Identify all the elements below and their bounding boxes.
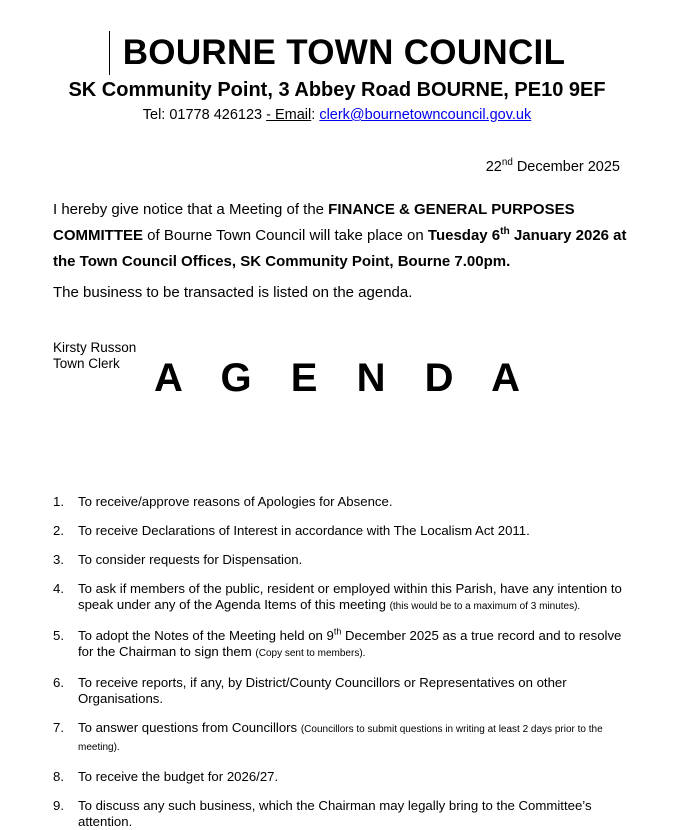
agenda-item-note: (Councillors to submit questions in writing at least 2 days prior to the meeting). <box>78 724 603 753</box>
vertical-rule-divider <box>109 31 110 75</box>
organisation-title-row <box>0 30 674 76</box>
agenda-item-text: To discuss any such business, which the Chairman may legally bring to the Committee’s attention. <box>78 798 592 829</box>
organisation-title: BOURNE TOWN COUNCIL <box>122 33 566 72</box>
agenda-item-note: (Copy sent to members). <box>255 648 366 659</box>
telephone-label: Tel: 01778 426123 <box>142 107 263 123</box>
agenda-item-number: 5. <box>53 628 64 643</box>
agenda-item-number: 2. <box>53 523 64 538</box>
agenda-item <box>53 675 634 707</box>
notice-part-1: I hereby give notice that a Meeting of the <box>53 201 329 218</box>
email-label-colon: : <box>311 107 316 123</box>
date-day: 22 <box>485 159 502 175</box>
agenda-item-text: To receive/approve reasons of Apologies for Absence. <box>78 494 393 509</box>
agenda-item-number: 6. <box>53 675 64 690</box>
agenda-item-number: 7. <box>53 720 64 735</box>
notice-paragraph <box>53 197 628 275</box>
agenda-item-number: 8. <box>53 769 64 784</box>
agenda-item-number: 4. <box>53 581 64 596</box>
document-header <box>0 0 674 125</box>
agenda-item-body: To ask if members of the public, resident or employed within this Parish, have any intention to speak under any of the Agenda Items of this meeting <box>78 581 622 612</box>
agenda-item <box>53 552 634 568</box>
organisation-address: SK Community Point, 3 Abbey Road BOURNE, PE10 9EF <box>68 79 606 101</box>
agenda-item-body-post: December 2025 as a true record and to resolve for the Chairman to sign them <box>78 628 622 659</box>
notice-meeting-date-pre: Tuesday 6 <box>427 227 501 244</box>
notice-meeting-date-post: January 2026 at the Town Council Offices, SK Community Point, Bourne 7.00pm. <box>53 227 627 270</box>
email-label: - Email <box>266 107 312 123</box>
notice-committee-name: FINANCE & GENERAL PURPOSES COMMITTEE <box>53 201 575 244</box>
email-link[interactable]: clerk@bournetowncouncil.gov.uk <box>319 107 532 123</box>
agenda-item-number: 9. <box>53 798 64 813</box>
organisation-contact-line <box>0 105 674 125</box>
clerk-name: Kirsty Russon <box>53 340 137 355</box>
agenda-item-text: To receive reports, if any, by District/County Councillors or Representatives on other Organisations. <box>78 675 567 706</box>
notice-closing-line: The business to be transacted is listed on the agenda. <box>53 284 413 301</box>
agenda-item-text: To receive Declarations of Interest in accordance with The Localism Act 2011. <box>78 523 530 538</box>
document-date <box>0 159 674 175</box>
agenda-item <box>53 523 634 539</box>
agenda-item-ordinal: th <box>333 626 342 637</box>
agenda-item-list <box>53 494 634 830</box>
agenda-item-text: To receive the budget for 2026/27. <box>78 769 279 784</box>
agenda-item-body-pre: To adopt the Notes of the Meeting held on 9 <box>78 628 334 643</box>
date-ordinal-suffix: nd <box>501 157 513 169</box>
agenda-item <box>53 720 634 756</box>
agenda-item-text <box>78 628 634 662</box>
notice-part-2: of Bourne Town Council will take place on <box>143 227 428 244</box>
agenda-item <box>53 769 634 785</box>
agenda-heading: A G E N D A <box>154 356 534 400</box>
date-rest: December 2025 <box>512 159 620 175</box>
agenda-item <box>53 628 634 662</box>
agenda-item-text: To consider requests for Dispensation. <box>78 552 303 567</box>
clerk-role: Town Clerk <box>53 356 120 371</box>
agenda-item-number: 3. <box>53 552 64 567</box>
agenda-item <box>53 494 634 510</box>
agenda-item-number: 1. <box>53 494 64 509</box>
agenda-item-body: To answer questions from Councillors <box>78 720 301 735</box>
notice-meeting-date-ordinal: th <box>500 226 510 237</box>
agenda-item-text <box>78 581 634 615</box>
agenda-item-note: (this would be to a maximum of 3 minutes). <box>389 601 581 612</box>
agenda-item-text <box>78 720 634 756</box>
agenda-item <box>53 581 634 615</box>
agenda-item <box>53 798 634 830</box>
